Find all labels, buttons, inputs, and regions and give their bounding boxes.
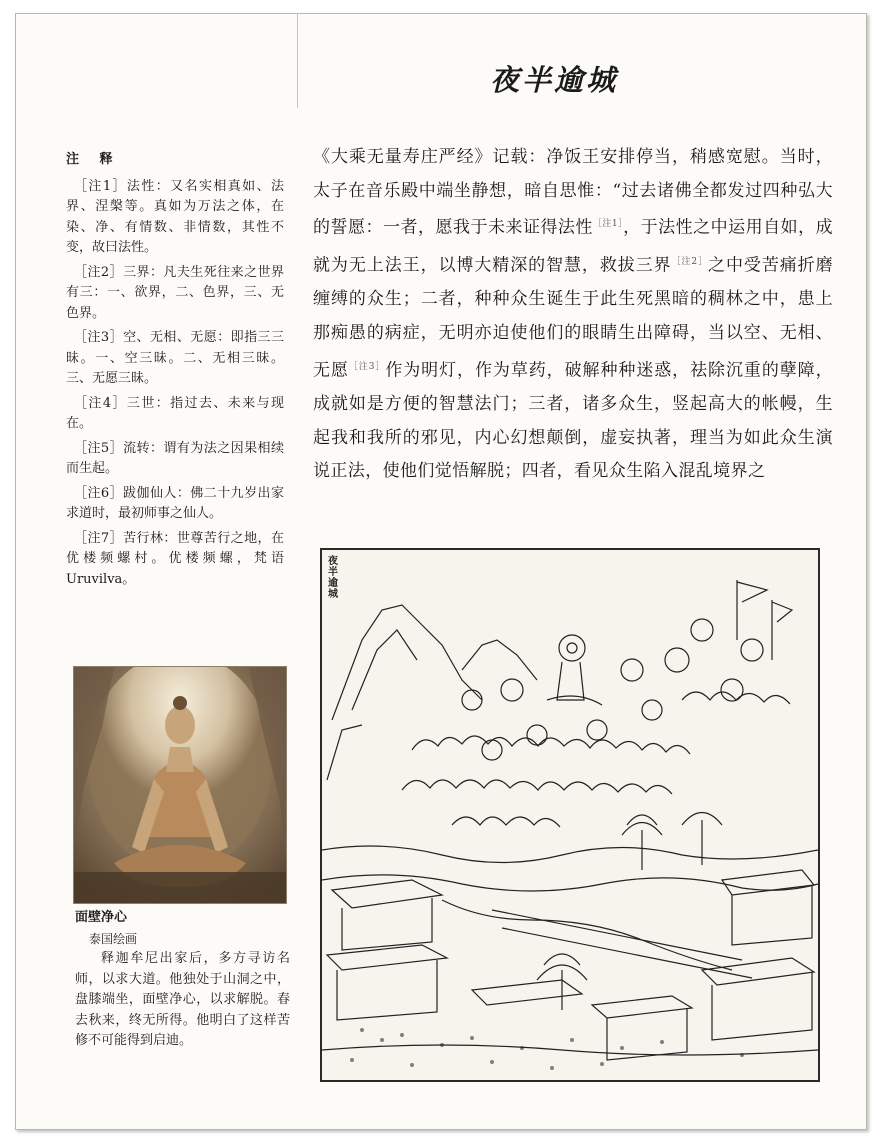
paragraph-text: 《大乘无量寿庄严经》记载：净饭王安排停当，稍感宽慰。当时，太子在音乐殿中端坐静想，暗自思惟：“过去诸佛全都发过四种弘大的誓愿：一者，愿我于未来证得法性 (313, 147, 833, 239)
note-ref-1: ［注1］ (592, 219, 624, 230)
note-item: ［注4］三世：指过去、未来与现在。 (66, 395, 284, 431)
note-item: ［注2］三界：凡夫生死往来之世界有三：一、欲界，二、色界，三、无色界。 (66, 264, 284, 321)
paragraph-text: ，于法性之中运用自如，成就为无上法王，以博大精深的智慧，救拔三界 (313, 218, 834, 276)
caption-source: 泰国绘画 (89, 931, 138, 946)
paragraph-text: 作为明灯，作为草药，破解种种迷惑，祛除沉重的孽障，成就如是方便的智慧法门；三者，诸多众生，竖起高大的帐幔，生起我和我所的邪见，内心幻想颠倒，虚妄执著，理当为如此众生演说正法，使他们觉悟解脱；四者，看见众生陷入混乱境界之 (313, 360, 833, 482)
meditating-buddha-painting (73, 666, 287, 904)
column-divider (297, 13, 298, 108)
note-item: ［注3］空、无相、无愿：即指三三昧。一、空三昧。二、无相三昧。三、无愿三昧。 (66, 330, 284, 386)
illustration-label: 夜半逾城 (328, 556, 338, 600)
note-item: ［注7］苦行林：世尊苦行之地，在优楼频螺村。优楼频螺，梵语 Uruvilva。 (66, 530, 284, 587)
page-title: 夜半逾城 (490, 63, 619, 97)
note-item: ［注1］法性：又名实相真如、法界、涅槃等。真如为万法之体，在染、净、有情数、非情数，其性不变，故曰法性。 (66, 178, 284, 255)
caption-title: 面壁净心 (75, 910, 128, 925)
notes-heading: 注 释 (66, 152, 121, 167)
photo-caption (75, 908, 290, 1052)
illustration-drawing (322, 550, 818, 1080)
caption-body: 释迦牟尼出家后，多方寻访名师，以求大道。他独处于山洞之中，盘膝端坐，面壁净心，以求解脱。春去秋来，终无所得。他明白了这样苦修不可能得到启迪。 (75, 951, 290, 1048)
main-paragraph (313, 141, 833, 489)
note-item: ［注6］跋伽仙人：佛二十九岁出家求道时，最初师事之仙人。 (66, 485, 284, 521)
note-ref-2: ［注2］ (671, 256, 709, 267)
note-ref-3: ［注3］ (348, 361, 386, 372)
paragraph-text: 之中受苦痛折磨缠缚的众生；二者，种种众生诞生于此生死黑暗的稠林之中，患上那痴愚的病症，无明亦迫使他们的眼睛生出障碍，当以空、无相、无愿 (313, 255, 834, 381)
woodblock-illustration (320, 548, 820, 1082)
notes-section (66, 150, 284, 594)
note-item: ［注5］流转：谓有为法之因果相续而生起。 (66, 440, 284, 476)
